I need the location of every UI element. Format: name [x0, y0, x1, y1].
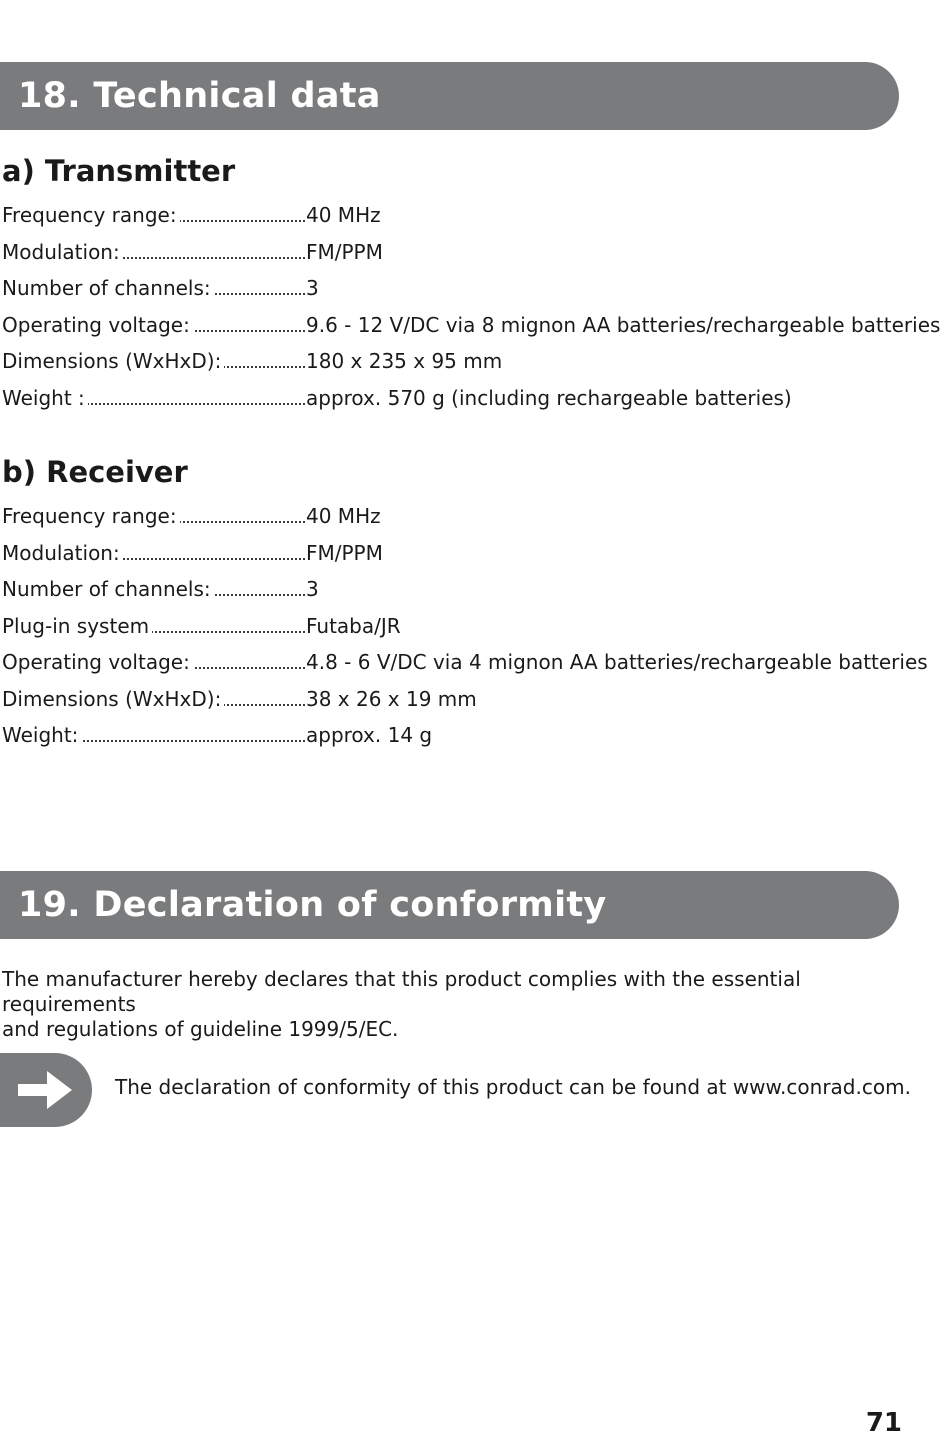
- transmitter-spec-list: [2, 199, 941, 418]
- transmitter-heading: a) Transmitter: [2, 154, 236, 188]
- spec-label: Plug-in system: [2, 614, 152, 638]
- declaration-line: and regulations of guideline 1999/5/EC.: [2, 1017, 399, 1041]
- declaration-paragraph: [2, 967, 912, 1042]
- spec-row: [2, 537, 922, 574]
- spec-label: Weight :: [2, 386, 88, 410]
- spec-value: 40 MHz: [306, 504, 381, 528]
- spec-label: Dimensions (WxHxD):: [2, 687, 224, 711]
- spec-row: [2, 610, 922, 647]
- spec-value: Futaba/JR: [306, 613, 401, 638]
- spec-label: Modulation:: [2, 240, 123, 264]
- spec-label: Number of channels:: [2, 577, 214, 601]
- spec-value: FM/PPM: [306, 239, 383, 264]
- spec-value: approx. 14 g: [306, 723, 433, 747]
- spec-value: 3: [306, 276, 319, 300]
- spec-label: Number of channels:: [2, 276, 214, 300]
- spec-label: Modulation:: [2, 541, 123, 565]
- spec-row: [2, 236, 922, 273]
- arrow-right-icon: [0, 1053, 92, 1127]
- spec-label: Dimensions (WxHxD):: [2, 349, 224, 373]
- conformity-note: The declaration of conformity of this product can be found at www.conrad.com.: [115, 1075, 911, 1099]
- spec-row: [2, 683, 922, 720]
- section-banner-declaration: [0, 871, 899, 939]
- spec-value: approx. 570 g (including rechargeable batteries): [306, 385, 792, 410]
- note-marker: [0, 1053, 92, 1127]
- spec-value: FM/PPM: [306, 540, 383, 565]
- spec-label: Operating voltage:: [2, 650, 193, 674]
- section-title: 19. Declaration of conformity: [18, 885, 607, 925]
- spec-value: 180 x 235 x 95 mm: [306, 349, 503, 373]
- spec-value: 3: [306, 577, 319, 601]
- spec-label: Frequency range:: [2, 504, 180, 528]
- spec-label: Weight:: [2, 723, 81, 747]
- spec-label: Frequency range:: [2, 203, 180, 227]
- spec-row: [2, 382, 922, 419]
- spec-value: 4.8 - 6 V/DC via 4 mignon AA batteries/rechargeable batteries: [306, 650, 928, 674]
- declaration-line: The manufacturer hereby declares that this product complies with the essential requirements: [2, 967, 801, 1016]
- spec-value: 9.6 - 12 V/DC via 8 mignon AA batteries/rechargeable batteries: [306, 312, 941, 337]
- receiver-spec-list: [2, 500, 928, 756]
- spec-row: [2, 309, 941, 346]
- spec-row: [2, 272, 922, 309]
- receiver-heading: b) Receiver: [2, 455, 188, 489]
- spec-row: [2, 500, 922, 537]
- spec-row: [2, 199, 922, 236]
- section-title: 18. Technical data: [18, 76, 381, 116]
- page-number: 71: [865, 1408, 902, 1438]
- spec-row: [2, 719, 922, 756]
- section-banner-technical-data: [0, 62, 899, 130]
- spec-value: 38 x 26 x 19 mm: [306, 686, 477, 711]
- spec-row: [2, 573, 922, 610]
- spec-value: 40 MHz: [306, 203, 381, 227]
- spec-label: Operating voltage:: [2, 313, 193, 337]
- spec-row: [2, 345, 922, 382]
- spec-row: [2, 646, 928, 683]
